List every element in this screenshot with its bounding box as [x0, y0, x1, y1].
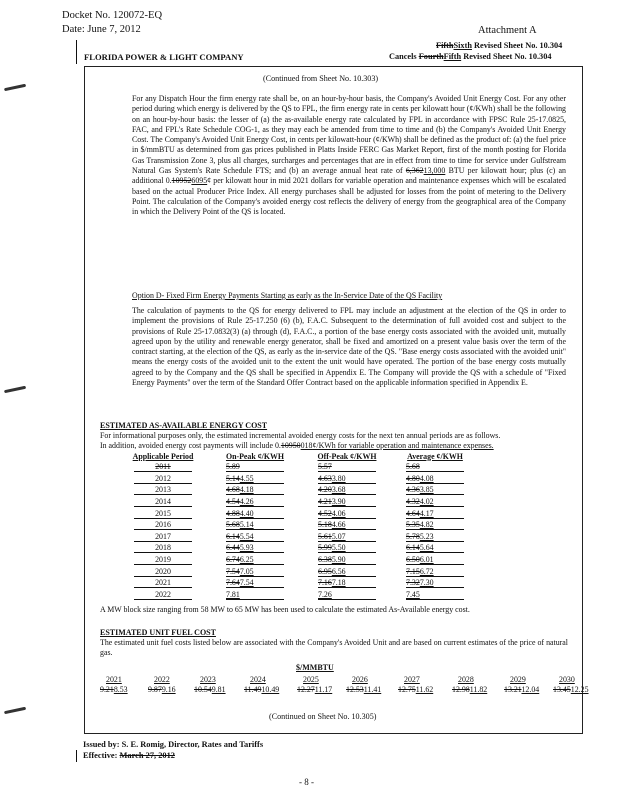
inserted-text: 6.25: [239, 554, 254, 564]
struck-text: 4.54: [226, 496, 240, 506]
year-cell: 2024: [250, 674, 266, 684]
struck-text: 6,362: [405, 166, 424, 176]
table-row: [117, 472, 477, 484]
avg-value-cell: [406, 509, 464, 519]
year-cell: 2022: [154, 674, 170, 684]
effective-date: [83, 751, 175, 760]
sheet-text: Revised Sheet No. 10.304: [471, 41, 563, 50]
struck-text: 5.18: [318, 520, 332, 530]
inserted-text: Fifth: [443, 52, 462, 61]
struck-text: 4.21: [318, 496, 332, 506]
on-value-cell: [226, 543, 284, 553]
revision-bar: [76, 40, 77, 64]
off-value-cell: [318, 509, 376, 519]
table-row: [117, 530, 477, 542]
struck-text: 7.15: [406, 566, 420, 576]
inserted-text: 10.49: [261, 684, 280, 694]
struck-text: 12.53: [346, 684, 364, 694]
inserted-text: 5.93: [239, 543, 254, 553]
inserted-text: 7.26: [318, 589, 332, 599]
struck-text: 7.54: [226, 566, 240, 576]
year-cell: 2028: [458, 674, 474, 684]
off-value-cell: [318, 590, 376, 600]
struck-text: 4.20: [318, 485, 332, 495]
avg-value-cell: [406, 567, 464, 577]
inserted-text: 7.81: [226, 589, 240, 599]
off-value-cell: [318, 497, 376, 507]
table-row: [117, 484, 477, 496]
period-cell: 2021: [134, 578, 192, 588]
period-cell: 2017: [134, 532, 192, 542]
inserted-text: 9.81: [211, 684, 226, 694]
year-cell: 2023: [200, 674, 216, 684]
on-value-cell: [226, 497, 284, 507]
inserted-text: 13,000: [423, 166, 446, 176]
sheet-cancels-line: [389, 52, 552, 61]
off-value-cell: [318, 520, 376, 530]
struck-text: 6.44: [226, 543, 240, 553]
off-value-cell: [318, 567, 376, 577]
on-value-cell: [226, 462, 284, 472]
inserted-text: 7.05: [239, 566, 254, 576]
struck-text: Fifth: [436, 41, 454, 50]
inserted-text: 4.26: [239, 496, 254, 506]
period-cell: 2020: [134, 567, 192, 577]
struck-text: 4.88: [226, 508, 240, 518]
inserted-text: 7.54: [239, 578, 254, 588]
continued-from: (Continued from Sheet No. 10.303): [263, 74, 379, 83]
fuel-cost-row: [100, 684, 605, 694]
inserted-text: 5.90: [331, 554, 346, 564]
fuel-cost-cell: [553, 685, 589, 694]
avg-value-cell: [406, 497, 464, 507]
option-d-paragraph: The calculation of payments to the QS for energy delivered to FPL may include an adjustment at the election of the QS in order to implement the provisions of Rule 25-17.250 (6) (b), F.A.C. Subsequent to the determination of full avoided cost and subject to the provisions of Rule 25-17.0832(3) (a) through (d), F.A.C., a portion of the base energy costs associated with the avoided unit, mutually agreed upon by the utility and renewable energy generator, shall be fixed and amortized on a present value basis over the term of the contract starting, at the election of the QS, as early as the in-service date of the QS. "Base energy costs associated with the avoided unit" means the energy costs of the avoided unit to the extent the unit would have operated. The portion of the base energy costs mutually agreed to by the Company and the QS shall be specified in Appendix E. The Company will provide the QS with a schedule of "Fixed Energy Payments" over the term of the Standard Offer Contract based on the applicable information specified in Appendix E.: [132, 306, 566, 388]
period-cell: 2018: [134, 543, 192, 553]
struck-text: March 27, 2012: [119, 751, 175, 760]
margin-mark: [4, 84, 26, 91]
as-available-intro: For informational purposes only, the estimated incremental avoided energy costs for the next ten annual periods are as follows.: [100, 431, 501, 440]
table-row: [117, 577, 477, 589]
paragraph-text: ¢/KWh for variable operation and maintenance expenses.: [312, 441, 494, 450]
as-available-energy-table: [117, 449, 477, 600]
inserted-text: Sixth: [453, 41, 472, 50]
inserted-text: 11.62: [415, 684, 434, 694]
margin-mark: [4, 386, 26, 393]
column-header: Applicable Period: [132, 451, 194, 461]
avg-value-cell: [406, 578, 464, 588]
avg-value-cell: [406, 520, 464, 530]
avg-value-cell: [406, 462, 464, 472]
on-value-cell: [226, 474, 284, 484]
inserted-text: 3.68: [331, 485, 346, 495]
fuel-cost-cell: [398, 685, 433, 694]
struck-text: 5.61: [318, 531, 332, 541]
period-cell: 2012: [134, 474, 192, 484]
attachment-label: Attachment A: [478, 25, 537, 36]
inserted-text: 5.54: [239, 531, 254, 541]
year-cell: 2029: [510, 674, 526, 684]
off-value-cell: [318, 462, 376, 472]
page-number: - 8 -: [299, 777, 314, 787]
struck-text: 12.75: [398, 684, 416, 694]
struck-text: 7.64: [226, 578, 240, 588]
inserted-text: 12.04: [521, 684, 540, 694]
off-value-cell: [318, 555, 376, 565]
inserted-text: 4.40: [239, 508, 254, 518]
struck-text: 13.21: [504, 684, 522, 694]
struck-text: 5.68: [226, 520, 240, 530]
struck-text: 6.14: [226, 531, 240, 541]
paragraph-text: In addition, avoided energy cost payments will include 0.: [100, 441, 281, 450]
struck-text: 4.64: [406, 508, 420, 518]
table-header-row: [117, 449, 477, 461]
issued-label: Issued by:: [83, 740, 120, 749]
struck-text: 4.63: [318, 473, 332, 483]
fuel-cost-heading: ESTIMATED UNIT FUEL COST: [100, 628, 216, 637]
inserted-text: 7.45: [406, 589, 420, 599]
docket-number: Docket No. 120072-EQ: [62, 10, 163, 21]
fuel-cost-cell: [100, 685, 128, 694]
struck-text: 5.99: [318, 543, 332, 553]
inserted-text: 3.80: [331, 473, 346, 483]
off-value-cell: [318, 543, 376, 553]
paragraph-text: For any Dispatch Hour the firm energy rate shall be, on an hour-by-hour basis, the Company's Avoided Unit Energy Cost. For any other period during which energy is delivered by the QS to FPL, the firm energy rate in cents per kilowatt hour (¢/KWh) shall be the following on an hour-by-hour basis: the lesser of (a) the as-available energy rate calculated by FPL in accordance with FPSC Rule 25-17.0825, FAC, and FPL's Rate Schedule COG-1, as they may each be amended from time to time and (b) the Company's Avoided Unit Energy Cost. The Company's Avoided Unit Energy Cost, in cents per kilowatt-hour (¢/KWh) shall be defined as the product of: (a) the fuel price in $/mmBTU as determined from gas prices published in Platts Inside FERC Gas Market Report, first of the month posting for Florida Gas Transmission Zone 3, plus all charges, surcharges and percentages that are in effect from time to time for service under Gulfstream Natural Gas System's Rate Schedule FTS; and (b) an average annual heat rate of: [132, 94, 566, 176]
table-row: [117, 495, 477, 507]
struck-text: 5.68: [406, 462, 420, 472]
inserted-text: 4.18: [239, 485, 254, 495]
on-value-cell: [226, 555, 284, 565]
struck-text: 12.98: [452, 684, 470, 694]
struck-text: 6.74: [226, 554, 240, 564]
struck-text: 10950: [280, 441, 301, 450]
year-cell: 2025: [303, 674, 319, 684]
on-value-cell: [226, 509, 284, 519]
inserted-text: 4.02: [419, 496, 434, 506]
column-header: On-Peak ¢/KWH: [225, 451, 285, 461]
inserted-text: 7.18: [331, 578, 346, 588]
avg-value-cell: [406, 543, 464, 553]
on-value-cell: [226, 567, 284, 577]
inserted-text: 6.01: [419, 554, 434, 564]
struck-text: 10.54: [194, 684, 212, 694]
sheet-text: Revised Sheet No. 10.304: [461, 52, 552, 61]
inserted-text: 9.16: [161, 684, 176, 694]
inserted-text: 8.53: [113, 684, 128, 694]
inserted-text: 5.50: [331, 543, 346, 553]
year-cell: 2027: [404, 674, 420, 684]
issued-by: [83, 740, 263, 749]
company-name: FLORIDA POWER & LIGHT COMPANY: [84, 52, 244, 62]
year-cell: 2030: [559, 674, 575, 684]
inserted-text: 4.55: [239, 473, 254, 483]
period-cell: 2013: [134, 485, 192, 495]
table-row: [117, 519, 477, 531]
struck-text: 13.45: [553, 684, 571, 694]
on-value-cell: [226, 590, 284, 600]
firm-energy-rate-paragraph: [132, 94, 566, 218]
off-value-cell: [318, 474, 376, 484]
sheet-revision-line: [436, 41, 562, 50]
on-value-cell: [226, 532, 284, 542]
struck-text: 5.89: [226, 462, 240, 472]
table-row: [117, 565, 477, 577]
inserted-text: 6.56: [331, 566, 346, 576]
struck-text: 10952: [171, 176, 192, 186]
fuel-cost-cell: [346, 685, 381, 694]
issued-name: S. E. Romig, Director, Rates and Tariffs: [119, 740, 264, 749]
fuel-cost-cell: [148, 685, 176, 694]
on-value-cell: [226, 520, 284, 530]
fuel-cost-cell: [244, 685, 279, 694]
option-d-heading: Option D- Fixed Firm Energy Payments Starting as early as the In-Service Date of the QS Facility: [132, 291, 443, 300]
off-value-cell: [318, 578, 376, 588]
struck-text: 6.95: [318, 566, 332, 576]
column-header: Average ¢/KWH: [407, 451, 463, 461]
effective-label: Effective:: [83, 751, 118, 760]
continued-on: (Continued on Sheet No. 10.305): [269, 712, 377, 721]
struck-text: 7.16: [318, 578, 332, 588]
on-value-cell: [226, 485, 284, 495]
struck-text: 11.49: [244, 684, 262, 694]
struck-text: 9.87: [148, 684, 162, 694]
inserted-text: 018: [300, 441, 313, 450]
column-header: Off-Peak ¢/KWH: [317, 451, 377, 461]
inserted-text: 11.17: [314, 684, 333, 694]
fuel-cost-cell: [504, 685, 539, 694]
table-row: [117, 553, 477, 565]
struck-text: 4.52: [318, 508, 332, 518]
paragraph-text: ¢ per kilowatt hour in mid 2021 dollars for variable operation and maintenance expenses which will be escalated based on the actual Producer Price Index. All energy purchases shall be adjusted for losses from the point of metering to the Delivery Point. The calculation of the Company's avoided energy cost reflects the delivery of energy from the geographical area of the Company in which the Delivery Point of the QS is located.: [132, 176, 566, 217]
table-row: [117, 461, 477, 473]
on-value-cell: [226, 578, 284, 588]
fuel-cost-table: [100, 674, 605, 694]
inserted-text: 5.07: [331, 531, 346, 541]
avg-value-cell: [406, 485, 464, 495]
struck-text: 12.27: [297, 684, 315, 694]
period-cell: 2022: [134, 590, 192, 600]
inserted-text: 4.08: [419, 473, 434, 483]
year-cell: 2021: [106, 674, 122, 684]
struck-text: 9.21: [100, 684, 114, 694]
inserted-text: 11.41: [363, 684, 382, 694]
paragraph-text: BTU per kilowatt hour; plus (c) an additional 0.: [132, 166, 566, 186]
inserted-text: 4.82: [419, 520, 434, 530]
struck-text: 4.32: [406, 496, 420, 506]
inserted-text: 5.64: [419, 543, 434, 553]
docket-date: Date: June 7, 2012: [62, 24, 141, 35]
struck-text: 6.14: [406, 543, 420, 553]
inserted-text: 5.23: [419, 531, 434, 541]
table-row: [117, 588, 477, 600]
inserted-text: 4.66: [331, 520, 346, 530]
inserted-text: 3.90: [331, 496, 346, 506]
inserted-text: 6095: [191, 176, 208, 186]
struck-text: 7.32: [406, 578, 420, 588]
off-value-cell: [318, 532, 376, 542]
as-available-heading: ESTIMATED AS-AVAILABLE ENERGY COST: [100, 421, 268, 430]
fuel-cost-cell: [194, 685, 226, 694]
sheet-text: Cancels: [389, 52, 419, 61]
block-size-note: A MW block size ranging from 58 MW to 65 MW has been used to calculate the estimated As-Available energy cost.: [100, 605, 470, 614]
struck-text: 5.57: [318, 462, 332, 472]
struck-text: 4.80: [406, 473, 420, 483]
avg-value-cell: [406, 532, 464, 542]
period-cell: 2014: [134, 497, 192, 507]
inserted-text: 6.72: [419, 566, 434, 576]
struck-text: 4.36: [406, 485, 420, 495]
inserted-text: 3.85: [419, 485, 434, 495]
struck-text: 6.50: [406, 554, 420, 564]
table-row: [117, 507, 477, 519]
struck-text: 6.38: [318, 554, 332, 564]
period-cell: 2016: [134, 520, 192, 530]
inserted-text: 4.17: [419, 508, 434, 518]
struck-text: 5.78: [406, 531, 420, 541]
table-row: [117, 542, 477, 554]
struck-text: 5.14: [226, 473, 240, 483]
fuel-cost-cell: [452, 685, 487, 694]
fuel-cost-cell: [297, 685, 332, 694]
struck-text: 4.68: [226, 485, 240, 495]
period-cell: 2011: [134, 462, 192, 472]
struck-text: 5.35: [406, 520, 420, 530]
margin-mark: [4, 707, 26, 714]
year-cell: 2026: [352, 674, 368, 684]
struck-text: Fourth: [418, 52, 444, 61]
avg-value-cell: [406, 474, 464, 484]
inserted-text: 12.25: [570, 684, 589, 694]
off-value-cell: [318, 485, 376, 495]
inserted-text: 5.14: [239, 520, 254, 530]
inserted-text: 7.30: [419, 578, 434, 588]
inserted-text: 4.06: [331, 508, 346, 518]
fuel-cost-paragraph: The estimated unit fuel costs listed below are associated with the Company's Avoided Unit and are based on current estimates of the price of natural gas.: [100, 638, 568, 658]
year-row: [100, 674, 605, 684]
period-cell: 2019: [134, 555, 192, 565]
avg-value-cell: [406, 590, 464, 600]
fuel-cost-unit: $/MMBTU: [296, 663, 334, 672]
revision-bar: [76, 750, 77, 762]
inserted-text: 11.82: [469, 684, 488, 694]
period-cell: 2015: [134, 509, 192, 519]
avg-value-cell: [406, 555, 464, 565]
